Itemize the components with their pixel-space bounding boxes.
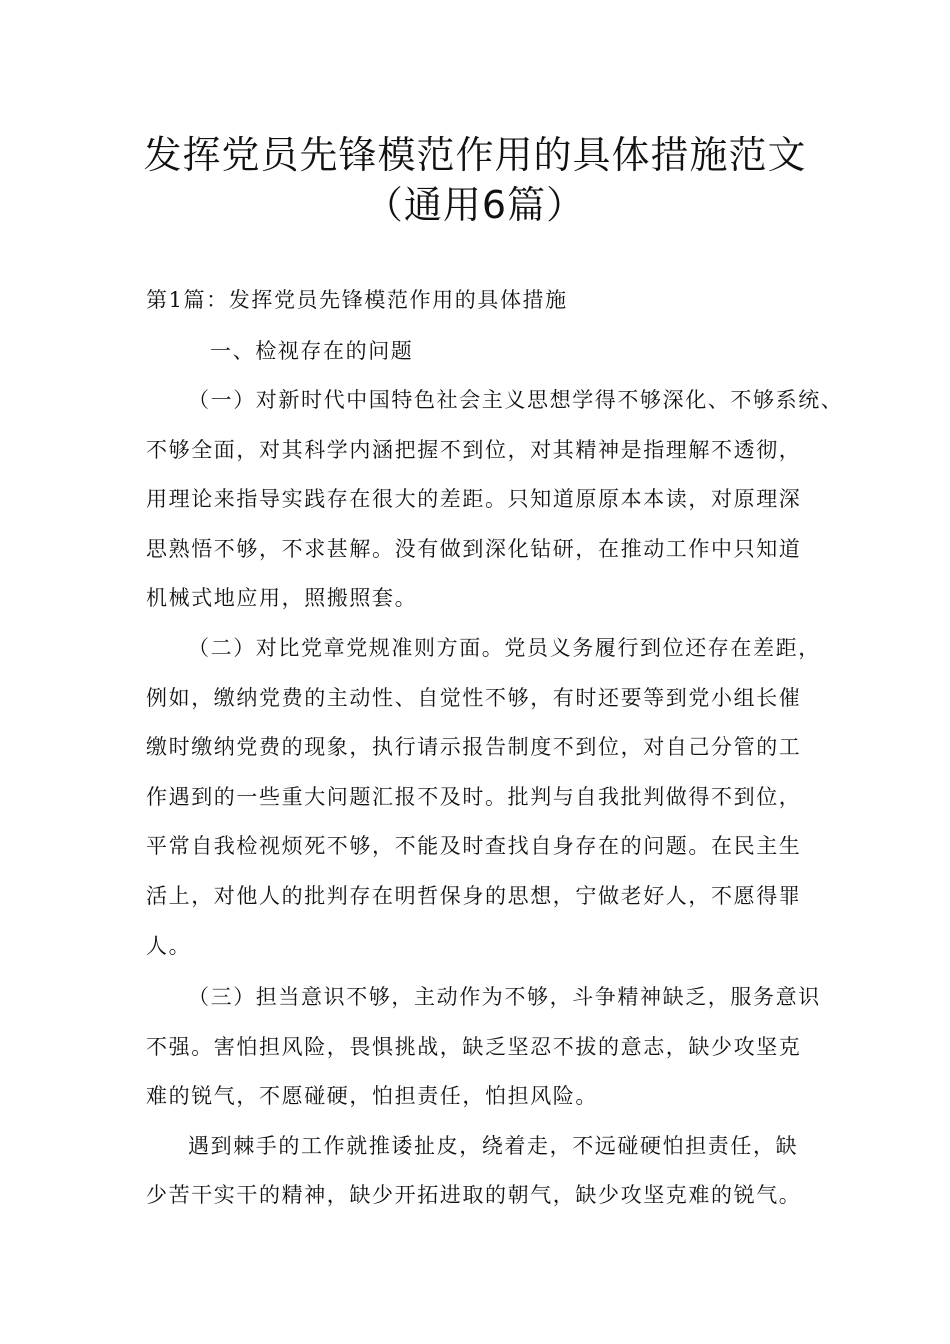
paragraph-line: 少苦干实干的精神，缺少开拓进取的朝气，缺少攻坚克难的锐气。 — [146, 1183, 802, 1207]
paragraph-line: 思熟悟不够，不求甚解。没有做到深化钻研，在推动工作中只知道 — [146, 537, 802, 561]
paragraph-line: 平常自我检视烦死不够，不能及时查找自身存在的问题。在民主生 — [146, 834, 802, 858]
article-heading: 第1篇：发挥党员先锋模范作用的具体措施 — [146, 288, 568, 312]
document-title-line1: 发挥党员先锋模范作用的具体措施范文 — [143, 133, 807, 177]
paragraph-line: 缴时缴纳党费的现象，执行请示报告制度不到位，对自己分管的工 — [146, 735, 802, 759]
paragraph-line: 遇到棘手的工作就推诿扯皮，绕着走，不远碰硬怕担责任，缺 — [188, 1134, 799, 1158]
paragraph-line: 活上，对他人的批判存在明哲保身的思想，宁做老好人，不愿得罪 — [146, 884, 802, 908]
paragraph-line: 不强。害怕担风险，畏惧挑战，缺乏坚忍不拔的意志，缺少攻坚克 — [146, 1035, 802, 1059]
paragraph-line: （二）对比党章党规准则方面。党员义务履行到位还存在差距， — [188, 636, 821, 660]
paragraph-line: 作遇到的一些重大问题汇报不及时。批判与自我批判做得不到位， — [146, 785, 802, 809]
paragraph-line: 用理论来指导实践存在很大的差距。只知道原原本本读，对原理深 — [146, 487, 802, 511]
paragraph-line: 例如，缴纳党费的主动性、自觉性不够，有时还要等到党小组长催 — [146, 686, 802, 710]
paragraph-line: （三）担当意识不够，主动作为不够，斗争精神缺乏，服务意识 — [188, 985, 821, 1009]
paragraph-line: 人。 — [146, 934, 192, 958]
paragraph-line: 不够全面，对其科学内涵把握不到位，对其精神是指理解不透彻， — [146, 438, 802, 462]
paragraph-line: （一）对新时代中国特色社会主义思想学得不够深化、不够系统、 — [188, 388, 844, 412]
paragraph-line: 机械式地应用，照搬照套。 — [146, 586, 418, 610]
document-title-line2: （通用6篇） — [364, 183, 586, 227]
paragraph-line: 难的锐气，不愿碰硬，怕担责任，怕担风险。 — [146, 1084, 598, 1108]
section-heading: 一、检视存在的问题 — [210, 339, 414, 363]
